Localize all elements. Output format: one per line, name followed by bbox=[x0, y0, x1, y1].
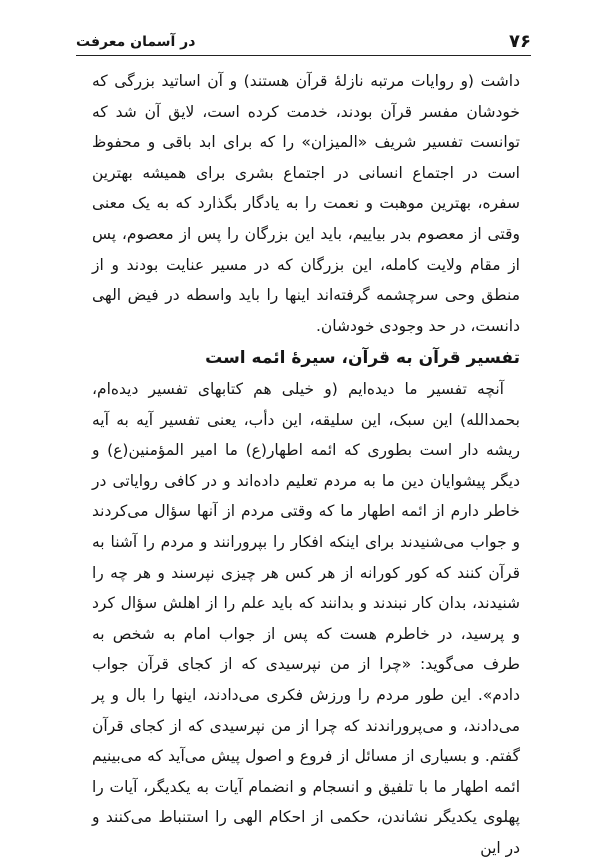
page-header bbox=[76, 30, 531, 54]
running-title: در آسمان معرفت bbox=[76, 34, 196, 50]
section-heading: تفسیر قرآن به قرآن، سیرۀ ائمه است bbox=[205, 348, 520, 368]
paragraph-1: داشت (و روایات مرتبه نازلۀ قرآن هستند) و آن اساتید بزرگی که خودشان مفسر قرآن بودند، خدمت کرده است، لایق آن شد که توانست تفسیر شریف «المیزان» را که برای ابد باقی و محفوظ است در اجتماع انسانی در اجتماع بشری برای همیشه بهترین سفره، بهترین موهبت و نعمت را به یادگار بگذارد که به یک معنی وقتی از معصوم بدر بیاییم، باید این بزرگان را پس از معصوم، پس از مقام ولایت کامله، این بزرگان که در مسیر عنایت بودند و از منطق وحی سرچشمه گرفته‌اند اینها را باید واسطه در فیض الهی دانست، در حد وجودی خودشان. bbox=[92, 72, 520, 335]
header-rule bbox=[76, 55, 531, 56]
page-number: ۷۶ bbox=[509, 31, 531, 52]
paragraph-2: آنچه تفسیر ما دیده‌ایم (و خیلی هم کتابهای تفسیر دیده‌ام، بحمدالله) این سبک، این سلیقه، این دأب، یعنی تفسیر آیه به آیه ریشه دار است بطوری که ائمه اطهار(ع) ما امیر المؤمنین(ع) و دیگر پیشوایان دین ما به مردم تعلیم داده‌اند و در کافی روایاتی در خاطر دارم از ائمه اطهار ما که وقتی مردم از آنها سؤال می‌کردند و جواب می‌شنیدند برای اینکه افکار را بپرورانند و مردم را آشنا به قرآن کنند که کور کورانه از هر کس هر چیزی نپرسند و هر چه را شنیدند، بدان کار نبندند و بدانند که باید علم را از اهلش سؤال کرد و پرسید، در خاطرم هست که پس از جواب امام به شخص به طرف می‌گوید: «چرا از من نپرسیدی که از کجای قرآن جواب دادم». این طور مردم را ورزش فکری می‌دادند، اینها را بال و پر می‌دادند، و می‌پروراندند که چرا از من نپرسیدی که از کجای قرآن گفتم. و بسیاری از مسائل از فروع و اصول پیش می‌آید که می‌بینیم ائمه اطهار ما با تلفیق و انسجام و انضمام آیات به یکدیگر، آیات را پهلوی یکدیگر نشاندن، حکمی از احکام الهی را استنباط می‌کنند و در این bbox=[92, 380, 520, 857]
